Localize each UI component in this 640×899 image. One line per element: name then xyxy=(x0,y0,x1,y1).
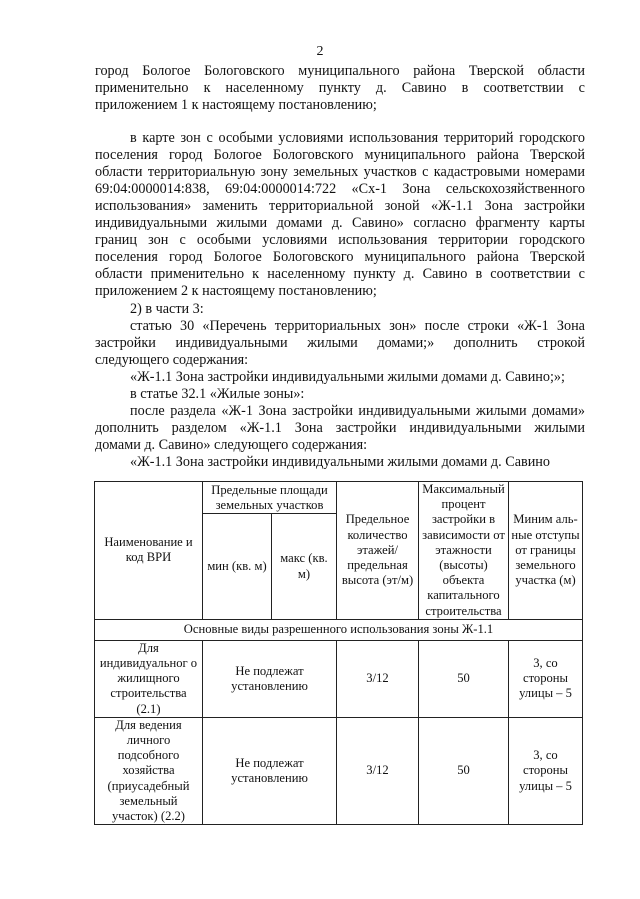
word: д. xyxy=(403,266,415,282)
text-line xyxy=(95,147,585,164)
header-floors: Предельное количество этажей/ предельная высота (эт/м) xyxy=(337,482,419,620)
word: Савино» xyxy=(352,215,404,231)
word: района xyxy=(476,249,519,265)
word: раздела xyxy=(170,403,216,419)
text-line xyxy=(95,420,585,437)
word: индивидуальными xyxy=(358,403,471,419)
word: зоной xyxy=(384,198,420,214)
word: в xyxy=(461,80,469,96)
word: области xyxy=(95,164,143,180)
header-max: макс (кв. м) xyxy=(272,514,337,619)
text-line: домами д. Савино» следующего содержания: xyxy=(95,437,368,453)
word: застройки xyxy=(335,420,397,436)
row-coverage: 50 xyxy=(419,717,509,824)
word: территориальную xyxy=(147,164,256,180)
header-coverage: Максимальный процент застройки в зависимости от этажности (высоты) объекта капитального строительства xyxy=(419,482,509,620)
text-line: приложением 2 к настоящему постановлению; xyxy=(95,283,377,299)
word: границ xyxy=(95,232,137,248)
word: пункту xyxy=(353,266,396,282)
word: домами;» xyxy=(377,335,435,351)
text-line xyxy=(95,266,585,283)
word: с xyxy=(578,80,585,96)
text-line: «Ж-1.1 Зона застройки индивидуальными жилыми домами д. Савино xyxy=(130,454,550,470)
word: Зона xyxy=(258,403,287,419)
word: территории xyxy=(438,232,509,248)
word: 69:04:0000014:722 xyxy=(225,181,337,197)
word: муниципального xyxy=(364,147,466,163)
text-line xyxy=(95,63,585,80)
word: в xyxy=(475,266,483,282)
header-name: Наименование и код ВРИ xyxy=(95,482,203,620)
word: Бологое xyxy=(142,63,191,79)
row-setbacks: 3, со стороны улицы – 5 xyxy=(509,717,583,824)
word: разделом xyxy=(171,420,227,436)
text-line: 2) в части 3: xyxy=(130,301,204,317)
word: к xyxy=(252,266,260,282)
word: зон xyxy=(148,232,169,248)
word: Зона xyxy=(484,198,513,214)
word: Тверской xyxy=(529,249,585,265)
word: пункту xyxy=(318,80,361,96)
word: Зона xyxy=(294,420,323,436)
header-min: мин (кв. м) xyxy=(203,514,272,619)
word: индивидуальными xyxy=(409,420,522,436)
word: жилыми xyxy=(307,335,358,351)
row-floors: 3/12 xyxy=(337,717,419,824)
word: город xyxy=(95,63,129,79)
word: муниципального xyxy=(298,63,400,79)
word: домами xyxy=(276,215,323,231)
word: условиями xyxy=(262,232,328,248)
word: застройки xyxy=(292,403,353,419)
word: жилыми xyxy=(216,215,268,231)
word: с xyxy=(422,164,429,180)
word: Савино xyxy=(422,266,468,282)
word: фрагменту xyxy=(475,215,540,231)
word: кадастровыми xyxy=(433,164,520,180)
text-line xyxy=(95,232,585,249)
text-line xyxy=(95,335,585,352)
word: Бологое xyxy=(213,147,262,163)
header-area-group: Предельные площади земельных участков xyxy=(203,482,337,514)
table-row xyxy=(95,640,583,717)
word: соответствии xyxy=(483,80,564,96)
word: согласно xyxy=(413,215,467,231)
row-setbacks: 3, со стороны улицы – 5 xyxy=(509,640,583,717)
word: применительно xyxy=(150,266,245,282)
word: «Ж-1.1 xyxy=(239,420,282,436)
word: 69:04:0000014:838, xyxy=(95,181,210,197)
word: Бологое xyxy=(213,249,262,265)
word: Тверской xyxy=(468,63,524,79)
word: поселения xyxy=(95,249,158,265)
word: «Сх-1 xyxy=(351,181,388,197)
word: участков xyxy=(363,164,417,180)
word: карты xyxy=(549,215,585,231)
row-name: Для ведения личного подсобного хозяйства (приусадебный земельный участок) (2.2) xyxy=(95,717,203,824)
word: территорий xyxy=(443,130,514,146)
word: муниципального xyxy=(364,249,466,265)
text-line: следующего содержания: xyxy=(95,352,249,368)
word: района xyxy=(413,63,456,79)
word: застройки xyxy=(95,335,156,351)
word: использования xyxy=(349,130,439,146)
word: территориальных xyxy=(274,318,382,334)
word: особыми xyxy=(218,130,273,146)
word: Бологовского xyxy=(272,249,354,265)
text-line xyxy=(130,130,585,147)
word: индивидуальными xyxy=(95,215,208,231)
text-line: приложением 1 к настоящему постановлению; xyxy=(95,97,377,113)
row-area: Не подлежат установлению xyxy=(203,640,337,717)
row-area: Не подлежат установлению xyxy=(203,717,337,824)
word: Зона xyxy=(402,181,431,197)
word: использования» xyxy=(95,198,192,214)
row-coverage: 50 xyxy=(419,640,509,717)
word: области xyxy=(537,63,585,79)
word: с xyxy=(578,266,585,282)
vri-table xyxy=(94,481,583,825)
word: применительно xyxy=(95,80,189,96)
word: района xyxy=(476,147,519,163)
word: д. xyxy=(331,215,343,231)
word: жилыми xyxy=(476,403,527,419)
word: Зона xyxy=(556,318,585,334)
word: 30 xyxy=(180,318,195,334)
text-line xyxy=(130,403,585,420)
word: строкой xyxy=(537,335,585,351)
word: Бологовского xyxy=(272,147,354,163)
header-setbacks: Миним аль- ные отступы от границы земельного участка (м) xyxy=(509,482,583,620)
word: жилыми xyxy=(534,420,585,436)
word: с xyxy=(179,232,186,248)
text-line xyxy=(95,164,585,181)
word: карте xyxy=(142,130,175,146)
text-line xyxy=(95,80,585,97)
word: после xyxy=(424,318,460,334)
table-row xyxy=(95,717,583,824)
word: Тверской xyxy=(529,147,585,163)
word: Савино xyxy=(401,80,447,96)
word: после xyxy=(130,403,165,419)
word: Бологовского xyxy=(204,63,285,79)
word: соответствии xyxy=(490,266,571,282)
word: д. xyxy=(375,80,387,96)
page-number: 2 xyxy=(316,44,324,59)
word: условиями xyxy=(278,130,344,146)
word: дополнить xyxy=(453,335,518,351)
word: земельных xyxy=(293,164,359,180)
word: заменить xyxy=(202,198,258,214)
word: в xyxy=(130,130,137,146)
text-line xyxy=(130,318,585,335)
text-line: «Ж-1.1 Зона застройки индивидуальными жилыми домами д. Савино;»; xyxy=(130,369,565,385)
word: застройки xyxy=(524,198,585,214)
word: зону xyxy=(260,164,288,180)
word: населенному xyxy=(225,80,304,96)
word: сельскохозяйственного xyxy=(445,181,585,197)
word: городского xyxy=(519,130,585,146)
word: к xyxy=(203,80,211,96)
word: «Ж-1 xyxy=(517,318,549,334)
word: индивидуальными xyxy=(175,335,288,351)
text-line xyxy=(95,215,585,232)
word: поселения xyxy=(95,147,158,163)
word: «Ж-1 xyxy=(221,403,253,419)
word: «Перечень xyxy=(202,318,267,334)
text-line: в статье 32.1 «Жилые зоны»: xyxy=(130,386,305,402)
row-name: Для индивидуальног о жилищного строительства (2.1) xyxy=(95,640,203,717)
word: особыми xyxy=(196,232,252,248)
word: городского xyxy=(519,232,585,248)
word: город xyxy=(168,249,203,265)
text-line xyxy=(95,181,585,198)
word: статью xyxy=(130,318,172,334)
word: территориальной xyxy=(269,198,374,214)
text-line xyxy=(95,198,585,215)
word: «Ж-1.1 xyxy=(431,198,474,214)
word: зон xyxy=(180,130,201,146)
section-title: Основные виды разрешенного использования зоны Ж-1.1 xyxy=(95,619,583,640)
word: зон» xyxy=(389,318,417,334)
word: номерами xyxy=(525,164,585,180)
row-floors: 3/12 xyxy=(337,640,419,717)
word: области xyxy=(95,266,143,282)
text-line xyxy=(95,249,585,266)
word: дополнить xyxy=(95,420,159,436)
word: строки xyxy=(467,318,509,334)
word: город xyxy=(168,147,203,163)
word: населенному xyxy=(267,266,346,282)
word: использования xyxy=(338,232,428,248)
word: с xyxy=(206,130,213,146)
word: домами» xyxy=(532,403,585,419)
